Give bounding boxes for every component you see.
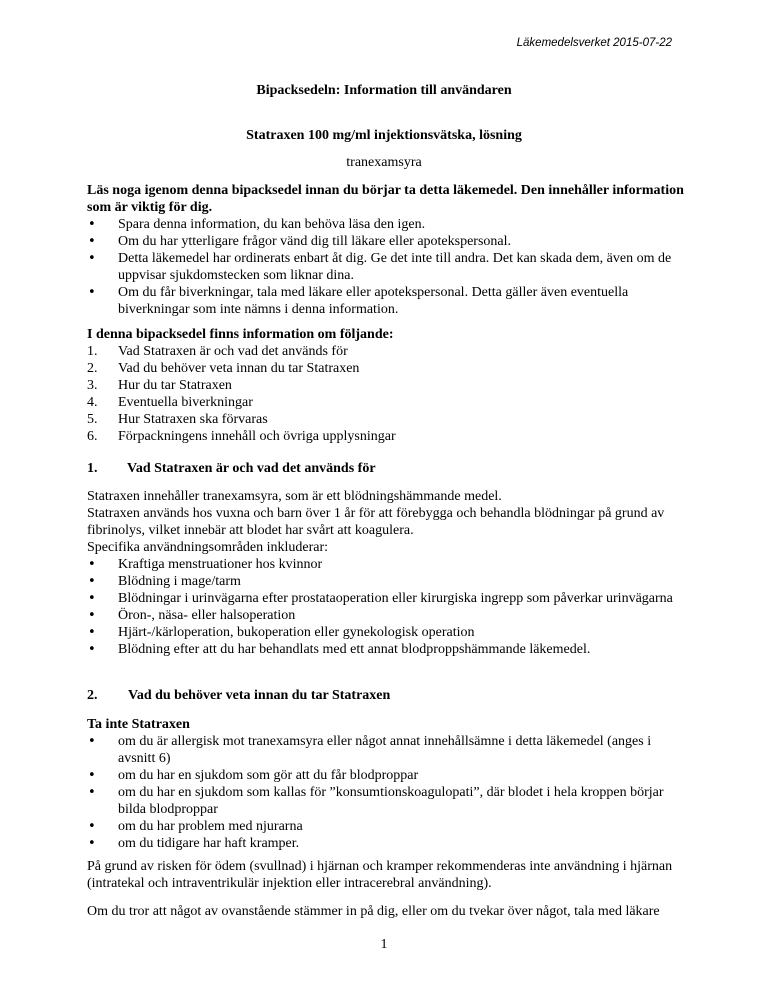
toc-item-number: 3. — [87, 378, 98, 393]
section-1-para-line1: Statraxen innehåller tranexamsyra, som är ett blödningshämmande medel. — [87, 489, 502, 504]
toc-item — [87, 428, 687, 445]
toc-item-number: 1. — [87, 344, 98, 359]
list-item: • om du har problem med njurarna — [87, 818, 687, 835]
list-item: • Detta läkemedel har ordinerats enbart åt dig. Ge det inte till andra. Det kan skada dem, även om de uppvisar sjukdomstecken som liknar dina. — [87, 250, 687, 284]
intro-lead: Läs noga igenom denna bipacksedel innan du börjar ta detta läkemedel. Den innehåller information som är viktig för dig. — [87, 183, 684, 215]
toc-heading: I denna bipacksedel finns information om följande: — [87, 327, 394, 342]
active-substance: tranexamsyra — [346, 155, 422, 170]
doubt-paragraph: Om du tror att något av ovanstående stämmer in på dig, eller om du tvekar över något, tala med läkare — [87, 904, 660, 919]
toc-item-text: Hur du tar Statraxen — [118, 378, 232, 393]
contra-list — [87, 733, 687, 852]
list-item: • Spara denna information, du kan behöva läsa den igen. — [87, 216, 687, 233]
list-item: • Om du får biverkningar, tala med läkare eller apotekspersonal. Detta gäller även eventuella biverkningar som inte nämns i denna information. — [87, 284, 687, 318]
intro-block — [87, 182, 687, 318]
section-1-body — [87, 488, 687, 658]
list-item: • Kraftiga menstruationer hos kvinnor — [87, 556, 687, 573]
document-title: Bipacksedeln: Information till användaren — [256, 83, 512, 98]
list-item: • Blödningar i urinvägarna efter prostataoperation eller kirurgiska ingrepp som påverkar urinvägarna — [87, 590, 687, 607]
toc-item — [87, 343, 687, 360]
toc-block — [87, 326, 687, 445]
product-name: Statraxen 100 mg/ml injektionsvätska, lösning — [246, 128, 522, 143]
list-item: • Blödning efter att du har behandlats med ett annat blodproppshämmande läkemedel. — [87, 641, 687, 658]
section-title: Vad Statraxen är och vad det används för — [127, 461, 376, 476]
list-item: • om du har en sjukdom som gör att du får blodproppar — [87, 767, 687, 784]
intro-bullet-list — [87, 216, 687, 318]
toc-item — [87, 411, 687, 428]
toc-item-text: Hur Statraxen ska förvaras — [118, 412, 268, 427]
toc-item — [87, 377, 687, 394]
toc-item-text: Eventuella biverkningar — [118, 395, 253, 410]
list-item: • Om du har ytterligare frågor vänd dig till läkare eller apotekspersonal. — [87, 233, 687, 250]
uses-label: Specifika användningsområden inkluderar: — [87, 540, 329, 555]
toc-item — [87, 394, 687, 411]
header-agency-date: Läkemedelsverket 2015-07-22 — [516, 37, 672, 49]
list-item: • om du tidigare har haft kramper. — [87, 835, 687, 852]
list-item: • Öron-, näsa- eller halsoperation — [87, 607, 687, 624]
contra-heading: Ta inte Statraxen — [87, 717, 190, 732]
toc-item-number: 6. — [87, 429, 98, 444]
section-1-para-line2: Statraxen används hos vuxna och barn över 1 år för att förebygga och behandla blödningar på grund av fibrinolys, vilket innebär att blodet har svårt att koagulera. — [87, 506, 665, 538]
list-item: • Blödning i mage/tarm — [87, 573, 687, 590]
section-number: 1. — [87, 461, 98, 476]
toc-item-text: Vad Statraxen är och vad det används för — [118, 344, 348, 359]
risk-paragraph: På grund av risken för ödem (svullnad) i hjärnan och kramper rekommenderas inte användning i hjärnan (intratekal och intraventrikulär injektion eller intracerebral användning). — [87, 859, 673, 891]
toc-item-number: 5. — [87, 412, 98, 427]
list-item: • om du har en sjukdom som kallas för ”konsumtionskoagulopati”, där blodet i hela kroppen börjar bilda blodproppar — [87, 784, 687, 818]
section-title: Vad du behöver veta innan du tar Statraxen — [128, 688, 391, 703]
toc-list — [87, 343, 687, 445]
uses-list — [87, 556, 687, 658]
toc-item — [87, 360, 687, 377]
section-number: 2. — [87, 688, 98, 703]
list-item: • Hjärt-/kärloperation, bukoperation eller gynekologisk operation — [87, 624, 687, 641]
section-2-body — [87, 716, 687, 852]
toc-item-number: 4. — [87, 395, 98, 410]
page-number: 1 — [380, 937, 388, 952]
list-item: • om du är allergisk mot tranexamsyra eller något annat innehållsämne i detta läkemedel (anges i avsnitt 6) — [87, 733, 687, 767]
toc-item-text: Vad du behöver veta innan du tar Statraxen — [118, 361, 360, 376]
toc-item-number: 2. — [87, 361, 98, 376]
toc-item-text: Förpackningens innehåll och övriga upplysningar — [118, 429, 396, 444]
